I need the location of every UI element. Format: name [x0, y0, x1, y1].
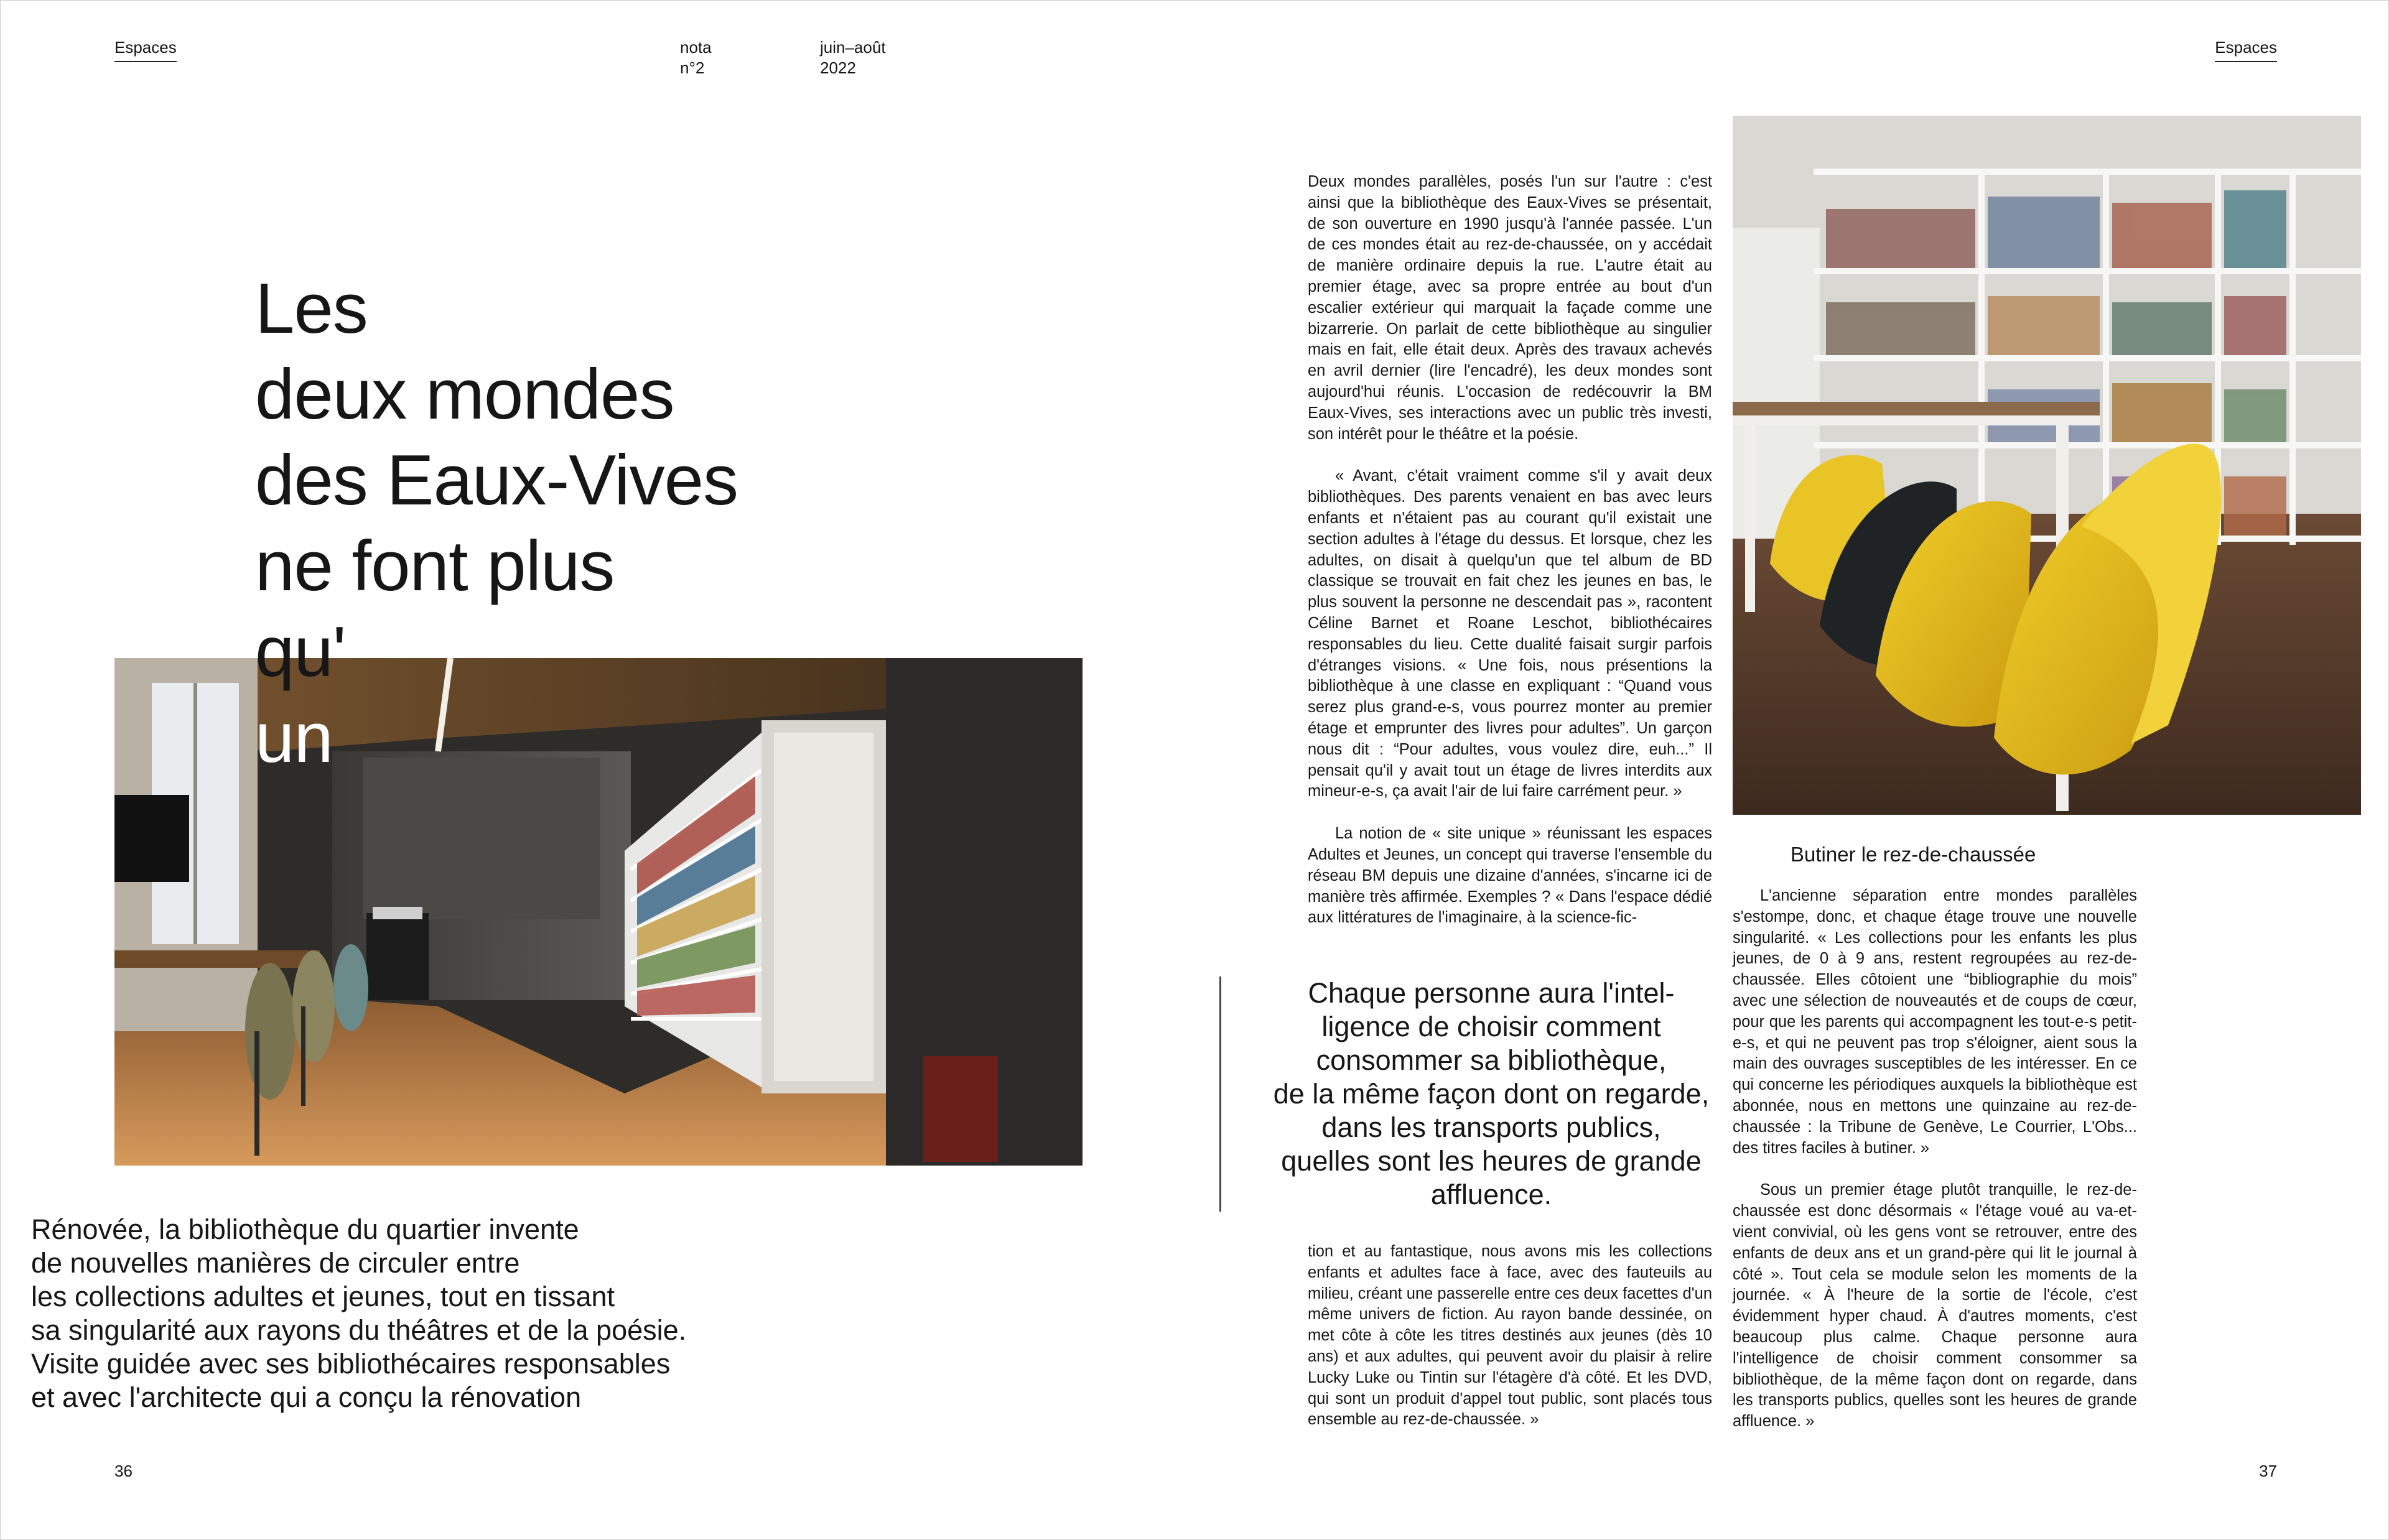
section-subhead: Butiner le rez-de-chaussée	[1791, 843, 2036, 866]
yellow-chairs-illustration	[1733, 116, 2361, 815]
pull-quote-line: affluence.	[1430, 1179, 1552, 1210]
pull-quote-line: Chaque personne aura l'intel-	[1308, 977, 1675, 1009]
lede-line: Rénovée, la bibliothèque du quartier invente	[31, 1213, 579, 1245]
pull-quote	[1219, 976, 1740, 1212]
title-line: deux mondes	[255, 355, 674, 434]
paragraph: L'ancienne séparation entre mondes parallèles s'estompe, donc, et chaque étage trouve une nouvelle singularité. « Les collections pour les enfants les plus jeunes, de 0 à 9 ans, restent regroupées au rez-de-chaussée. Elles côtoient une “bibliographie du mois” avec une sélection de nouveautés et de coups de cœur, pour que les parents qui accompagnent les tout-e-s petit-e-s, et qui ne peuvent pas trop s'éloigner, aient sous la main des ouvrages susceptibles de les intéresser. En ce qui concerne les périodiques auxquels la bibliothèque est abonnée, nous en mettons une quinzaine au rez-de-chaussée : la Tribune de Genève, Le Courrier, L'Obs... des titres faciles à butiner. »	[1733, 887, 2137, 1157]
article-column-1-bottom	[1308, 1241, 1712, 1431]
title-line: ne font plus	[255, 527, 615, 606]
title-line: des Eaux-Vives	[255, 441, 738, 520]
page-number-right: 37	[2259, 1462, 2277, 1480]
paragraph: Sous un premier étage plutôt tranquille, le rez-de-chaussée est donc désormais « l'étage voué au va-et-vient convivial, où les gens vont se retrouver, entre des enfants de deux ans et un grand-père qui lit le journal à côté ». Tout cela se module selon les moments de la journée. « À l'heure de la sortie de l'école, c'est évidemment hyper chaud. À d'autres moments, c'est beaucoup plus calme. Chaque personne aura l'intelligence de choisir comment consommer sa bibliothèque, de la même façon dont on regarde, dans les transports publics, quelles sont les heures de grande affluence. »	[1733, 1181, 2137, 1431]
lede-line: et avec l'architecte qui a conçu la rénovation	[31, 1381, 582, 1413]
title-line: un	[255, 698, 333, 777]
pull-quote-line: ligence de choisir comment	[1321, 1011, 1661, 1042]
lede-line: les collections adultes et jeunes, tout en tissant	[31, 1281, 615, 1312]
paragraph: La notion de « site unique » réunissant les espaces Adultes et Jeunes, un concept qui traverse l'ensemble du réseau BM depuis une dizaine d'années, s'incarne ici de manière très affirmée. Exemples ? « Dans l'espace dédié aux littératures de l'imaginaire, à la science-fic-	[1308, 825, 1712, 927]
page-number-left: 36	[114, 1462, 133, 1480]
lede-line: sa singularité aux rayons du théâtres et de la poésie.	[31, 1314, 687, 1346]
article-lede	[31, 1213, 778, 1414]
article-column-2	[1733, 886, 2137, 1432]
article-column-1-top	[1308, 172, 1712, 929]
pull-quote-line: consommer sa bibliothèque,	[1316, 1044, 1667, 1076]
paragraph: Deux mondes parallèles, posés l'un sur l'autre : c'est ainsi que la bibliothèque des Eaux-Vives se présentait, de son ouverture en 1990 jusqu'à l'année passée. L'un de ces mondes était au rez-de-chaussée, on y accédait de manière ordinaire depuis la rue. L'autre était au premier étage, avec sa propre entrée au bout d'un escalier extérieur qui marquait la façade comme une bizarrerie. On parlait de cette bibliothèque au singulier mais en fait, elle était deux. Après des travaux achevés en avril dernier (lire l'encadré), les deux mondes sont aujourd'hui réunis. L'occasion de redécouvrir la BM Eaux-Vives, ses interactions avec un public très investi, son intérêt pour le théâtre et la poésie.	[1308, 173, 1712, 443]
lede-line: de nouvelles manières de circuler entre	[31, 1247, 520, 1279]
paragraph: tion et au fantastique, nous avons mis les collections enfants et adultes face à face, avec des fauteuils au milieu, créant une passerelle entre ces deux facettes d'un même univers de fiction. Au rayon bande dessinée, on met côte à côte les titres destinés aux jeunes (dès 10 ans) et aux adultes, qui peuvent avoir du plaisir à relire Lucky Luke ou Tintin sur l'étagère d'à côté. Et les DVD, qui sont un produit d'appel tout public, sont placés tous ensemble au rez-de-chaussée. »	[1308, 1243, 1712, 1429]
yellow-chairs-photo	[1733, 116, 2361, 815]
section-tag-left[interactable]: Espaces	[114, 37, 177, 62]
section-tag-right[interactable]: Espaces	[2215, 37, 2277, 62]
lede-line: Visite guidée avec ses bibliothécaires responsables	[31, 1348, 671, 1380]
issue-number: nota n°2	[680, 38, 712, 77]
pull-quote-line: dans les transports publics,	[1321, 1111, 1661, 1143]
title-line: qu'	[255, 613, 346, 692]
pull-quote-line: de la même façon dont on regarde,	[1273, 1078, 1710, 1110]
issue-date: juin–août 2022	[820, 38, 886, 77]
article-title	[255, 266, 815, 781]
paragraph: « Avant, c'était vraiment comme s'il y avait deux bibliothèques. Des parents venaient en bas avec leurs enfants et n'étaient pas au courant qu'il existait une section adultes à l'étage du dessus. Et lorsque, chez les adultes, on disait à quelqu'un que tel album de BD classique se trouvait en fait chez les jeunes en bas, le plus souvent la personne ne descendait pas », racontent Céline Barnet et Roane Leschot, bibliothécaires responsables du lieu. Cette dualité faisait surgir parfois d'étranges visions. « Une fois, nous présentions la bibliothèque à une classe en expliquant : “Quand vous serez plus grand-e-s, vous pourrez monter au premier étage et emprunter des livres pour adultes”. Un garçon nous dit : “Pour adultes, vous voulez dire, euh...” Il pensait qu'il y avait tout un étage de livres interdits aux mineur-e-s, ça avait l'air de lui faire carrément peur. »	[1308, 467, 1712, 800]
pull-quote-line: quelles sont les heures de grande	[1281, 1145, 1702, 1177]
title-line: Les	[255, 269, 368, 348]
